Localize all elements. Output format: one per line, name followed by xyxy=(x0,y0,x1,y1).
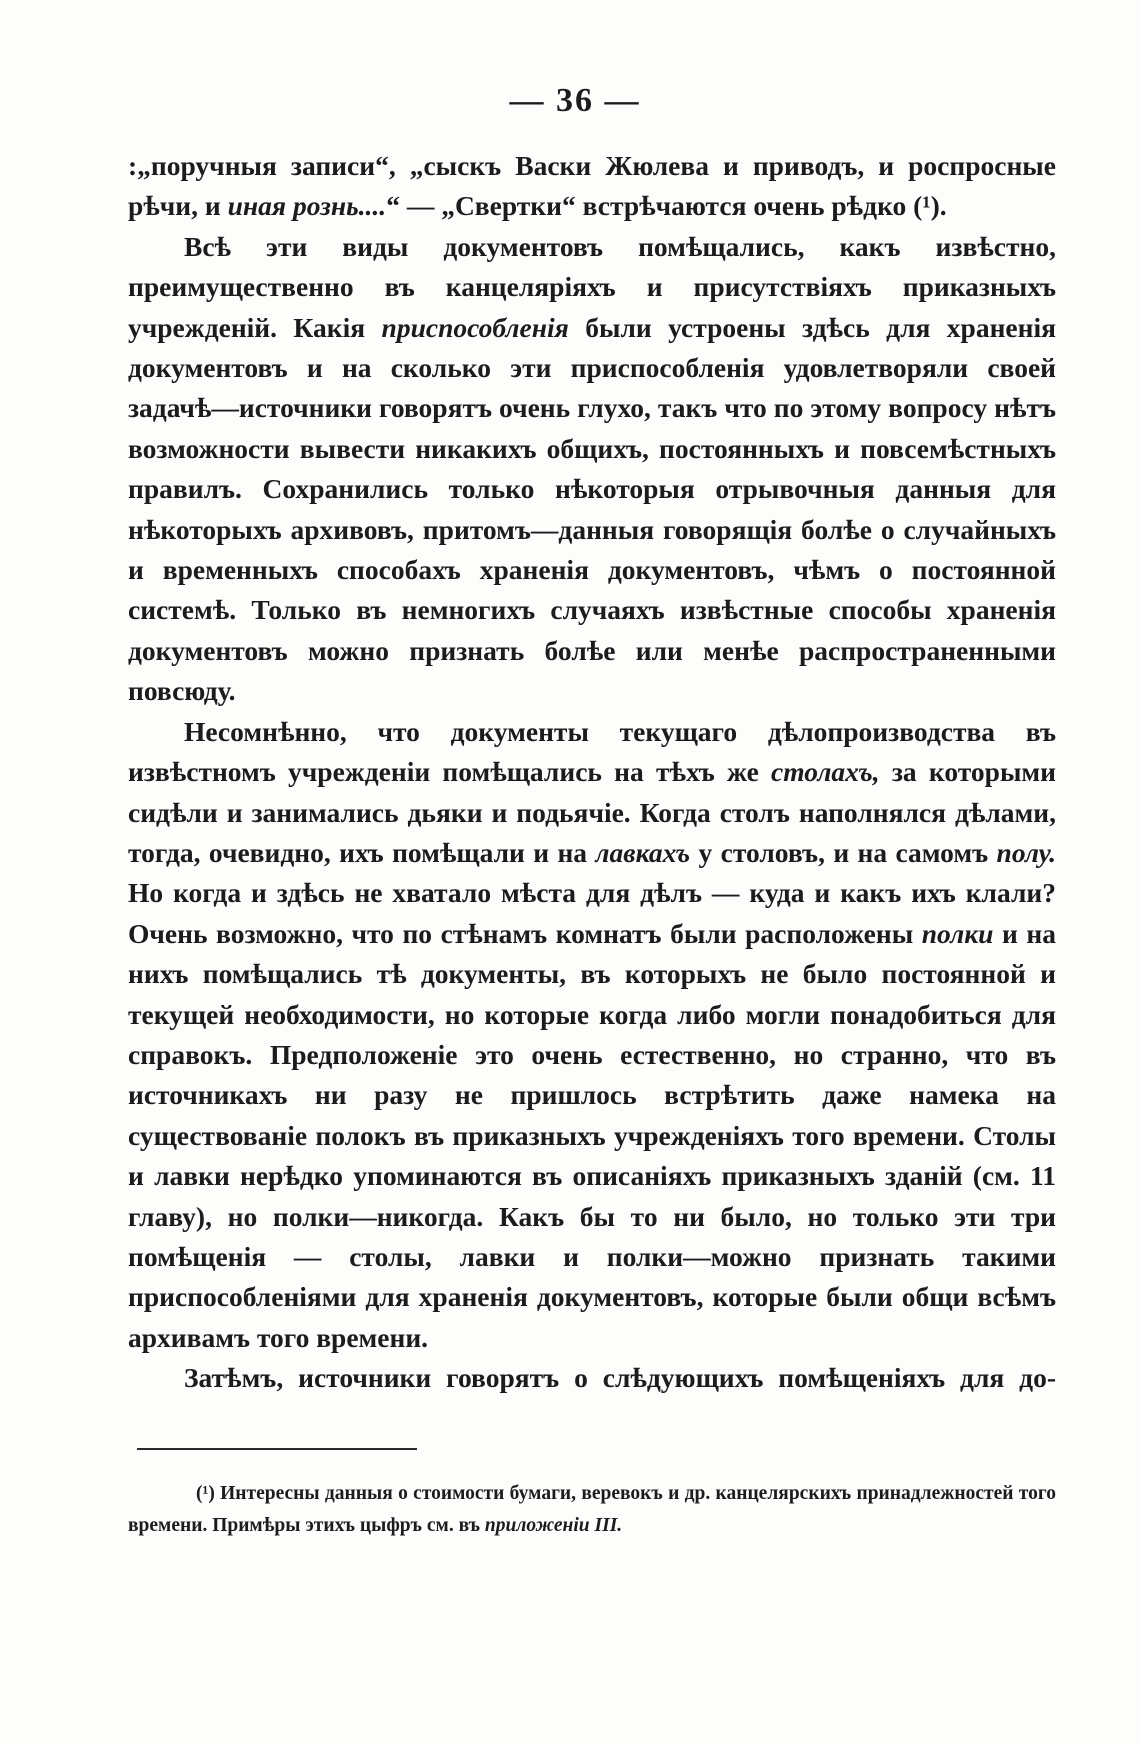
paragraph-1-text-1: :„поручныя записи“, „сыскъ Васки Жюлева и приводъ, и роспросные рѣчи, и xyxy=(128,150,1056,222)
paragraph-3-text-5: и на нихъ помѣщались тѣ документы, въ которыхъ не было постоянной и текущей необходимости, но которые когда либо могли понадобиться для справокъ. Предположеніе это очень естественно, но странно, что въ источникахъ ни разу не пришлось встрѣтить даже намека на существованіе полокъ въ приказныхъ учрежденіяхъ того времени. Столы и лавки нерѣдко упоминаются въ описаніяхъ приказныхъ зданій (см. 11 главу), но полки—никогда. Какъ бы то ни было, но только эти три помѣщенія — столы, лавки и полки—можно признать такими приспособленіями для храненія документовъ, которые были общи всѣмъ архивамъ того времени. xyxy=(128,917,1056,1353)
paragraph-3-text-2: за которыми сидѣли и занимались дьяки и подьячіе. Когда столъ наполнялся дѣлами, тогда, очевидно, ихъ помѣщали и на xyxy=(128,756,1056,868)
paragraph-3-text-3: у столовъ, и на самомъ xyxy=(690,836,997,868)
paragraph-2-italic-1: приспособленія xyxy=(381,311,569,343)
footnote-italic-1: приложеніи III. xyxy=(484,1515,623,1536)
paragraph-3-italic-1: столахъ, xyxy=(771,756,880,788)
paragraph-2-text-1: Всѣ эти виды документовъ помѣщались, какъ извѣстно, преимущественно въ канцеляріяхъ и присутствіяхъ приказныхъ учрежденій. Какія xyxy=(128,230,1056,343)
paragraph-1-text-2: “ — „Свертки“ встрѣчаются очень рѣдко (¹). xyxy=(386,190,947,222)
paragraph-2-text-2: были устроены здѣсь для храненія документовъ и на сколько эти приспособленія удовлетворяли своей задачѣ—источники говорятъ очень глухо, такъ что по этому вопросу нѣтъ возможности вывести никакихъ общихъ, постоянныхъ и повсемѣстныхъ правилъ. Сохранились только нѣкоторыя отрывочныя данныя для нѣкоторыхъ архивовъ, притомъ—данныя говорящія болѣе о случайныхъ и временныхъ способахъ храненія документовъ, чѣмъ о постоянной системѣ. Только въ немногихъ случаяхъ извѣстные способы храненія документовъ можно признать болѣе или менѣе распространенными повсюду. xyxy=(128,311,1057,707)
footnote-paragraph xyxy=(128,1478,1056,1542)
paragraph-3-text-1: Несомнѣнно, что документы текущаго дѣлопроизводства въ извѣстномъ учрежденіи помѣщались на тѣхъ же xyxy=(128,715,1056,788)
paragraph-2 xyxy=(128,227,1056,712)
paragraph-3-italic-4: полки xyxy=(921,917,994,949)
body-text xyxy=(128,146,1056,1399)
footnote-divider xyxy=(137,1448,417,1450)
paragraph-3-text-4: Но когда и здѣсь не хватало мѣста для дѣлъ — куда и какъ ихъ клали? Очень возможно, что по стѣнамъ комнатъ были расположены xyxy=(128,877,1056,949)
footnote xyxy=(128,1478,1056,1542)
paragraph-1 xyxy=(128,146,1056,227)
paragraph-4 xyxy=(128,1358,1056,1398)
page-number: — 36 — xyxy=(509,82,641,119)
paragraph-4-text-1: Затѣмъ, источники говорятъ о слѣдующихъ помѣщеніяхъ для до- xyxy=(184,1362,1056,1394)
paragraph-3-italic-2: лавкахъ xyxy=(595,836,691,868)
paragraph-3-italic-3: полу. xyxy=(996,836,1056,868)
paragraph-1-italic-1: иная рознь.... xyxy=(227,190,387,222)
paragraph-3 xyxy=(128,712,1056,1359)
footnote-text-1: (¹) Интересны данныя о стоимости бумаги, веревокъ и др. канцелярскихъ принадлежностей того времени. Примѣры этихъ цыфръ см. въ xyxy=(128,1483,1056,1536)
